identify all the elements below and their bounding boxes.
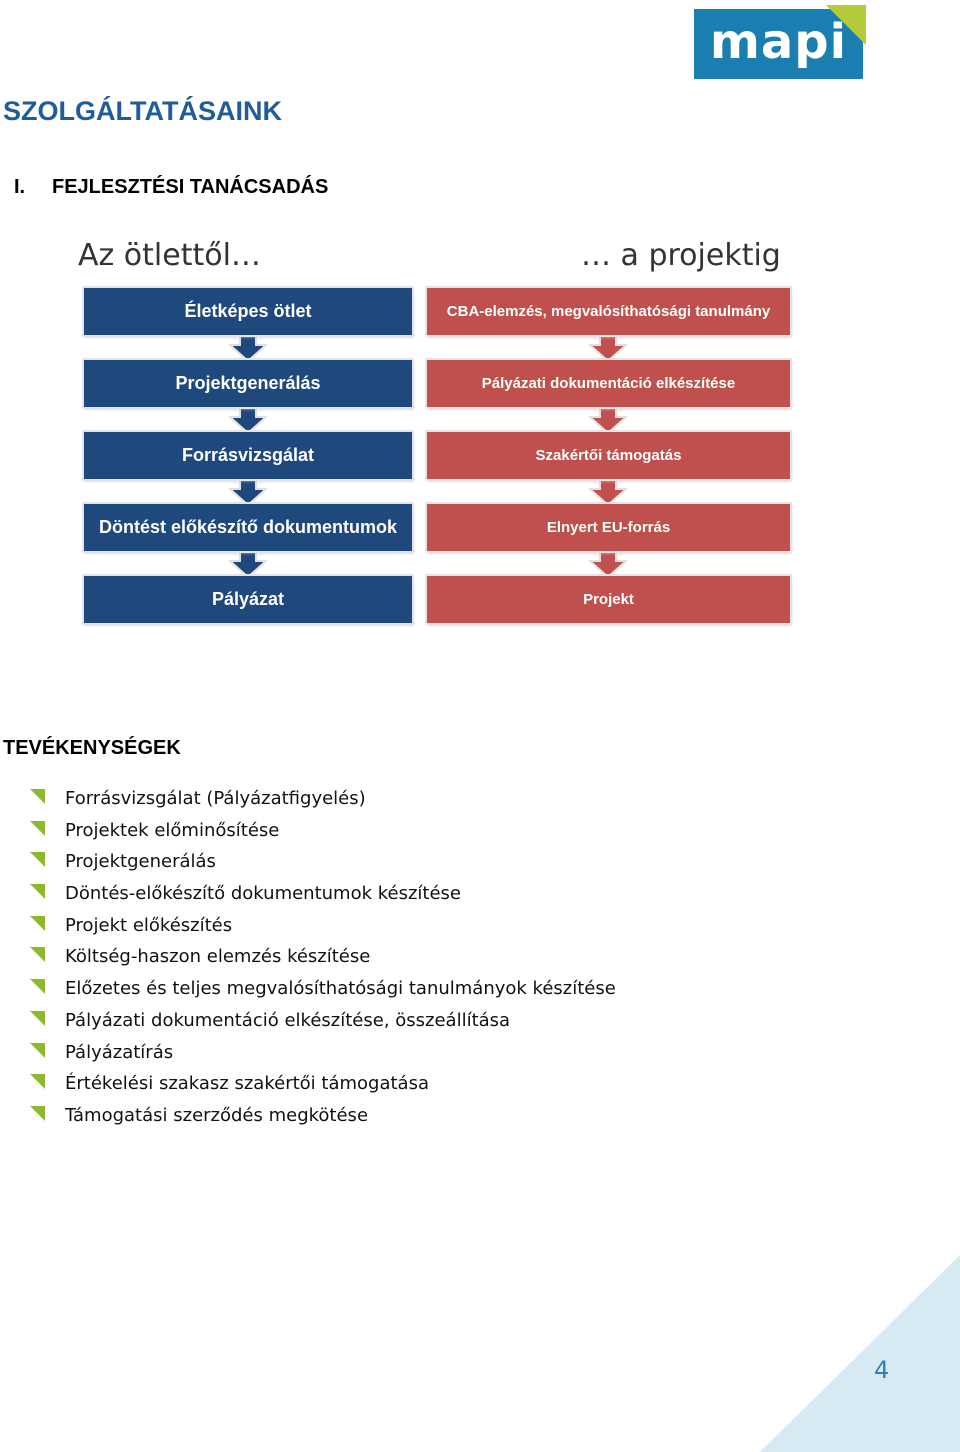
activity-item bbox=[0, 815, 616, 847]
triangle-bullet-icon bbox=[30, 979, 45, 994]
down-arrow-icon bbox=[588, 549, 628, 579]
activity-text: Támogatási szerződés megkötése bbox=[65, 1104, 369, 1126]
triangle-bullet-icon bbox=[30, 1074, 45, 1089]
activity-text: Forrásvizsgálat (Pályázatfigyelés) bbox=[65, 788, 366, 809]
activity-text: Döntés-előkészítő dokumentumok készítése bbox=[65, 883, 462, 905]
activity-item bbox=[0, 973, 616, 1005]
right-step-box: Pályázati dokumentáció elkészítése bbox=[427, 360, 790, 407]
activity-item bbox=[0, 941, 616, 973]
logo-accent bbox=[826, 5, 866, 45]
triangle-bullet-icon bbox=[30, 916, 45, 931]
activity-item bbox=[0, 1005, 616, 1037]
activity-item bbox=[0, 878, 616, 910]
right-step-box: Szakértői támogatás bbox=[427, 432, 790, 479]
right-step-box: CBA-elemzés, megvalósíthatósági tanulmány bbox=[427, 288, 790, 335]
triangle-bullet-icon bbox=[30, 884, 45, 899]
triangle-bullet-icon bbox=[30, 947, 45, 962]
activity-text: Projektgenerálás bbox=[65, 851, 216, 873]
activity-text: Költség-haszon elemzés készítése bbox=[65, 946, 371, 968]
triangle-bullet-icon bbox=[30, 1106, 45, 1121]
down-arrow-icon bbox=[588, 405, 628, 435]
down-arrow-icon bbox=[228, 405, 268, 435]
corner-decoration bbox=[760, 1255, 960, 1452]
activity-item bbox=[0, 910, 616, 942]
activity-item bbox=[0, 846, 616, 878]
triangle-bullet-icon bbox=[30, 1043, 45, 1058]
activity-text: Projekt előkészítés bbox=[65, 914, 233, 936]
triangle-bullet-icon bbox=[30, 789, 45, 804]
activities-heading: TEVÉKENYSÉGEK bbox=[3, 737, 181, 759]
page-number: 4 bbox=[874, 1356, 890, 1384]
left-step-box: Életképes ötlet bbox=[84, 288, 412, 335]
right-caption: … a projektig bbox=[581, 238, 781, 273]
activity-item bbox=[0, 1037, 616, 1069]
activity-text: Pályázatírás bbox=[65, 1041, 174, 1063]
down-arrow-icon bbox=[588, 333, 628, 363]
activity-item bbox=[0, 783, 616, 815]
activity-text: Pályázati dokumentáció elkészítése, összeállítása bbox=[65, 1009, 511, 1031]
triangle-bullet-icon bbox=[30, 1011, 45, 1026]
mapi-logo: mapi bbox=[694, 9, 863, 79]
page-title: SZOLGÁLTATÁSAINK bbox=[3, 96, 282, 126]
down-arrow-icon bbox=[228, 477, 268, 507]
left-step-box: Pályázat bbox=[84, 576, 412, 623]
triangle-bullet-icon bbox=[30, 852, 45, 867]
activities-list bbox=[0, 783, 616, 1132]
right-step-box: Projekt bbox=[427, 576, 790, 623]
down-arrow-icon bbox=[588, 477, 628, 507]
activity-item bbox=[0, 1100, 616, 1132]
down-arrow-icon bbox=[228, 549, 268, 579]
activity-item bbox=[0, 1068, 616, 1100]
activity-text: Projektek előminősítése bbox=[65, 819, 280, 841]
activity-text: Előzetes és teljes megvalósíthatósági tanulmányok készítése bbox=[65, 978, 616, 1000]
activity-text: Értékelési szakasz szakértői támogatása bbox=[65, 1073, 429, 1095]
left-step-box: Forrásvizsgálat bbox=[84, 432, 412, 479]
right-step-box: Elnyert EU-forrás bbox=[427, 504, 790, 551]
left-step-box: Projektgenerálás bbox=[84, 360, 412, 407]
section-heading bbox=[14, 176, 328, 199]
left-step-box: Döntést előkészítő dokumentumok bbox=[84, 504, 412, 551]
section-number: I. bbox=[14, 176, 26, 198]
triangle-bullet-icon bbox=[30, 821, 45, 836]
section-title: FEJLESZTÉSI TANÁCSADÁS bbox=[52, 176, 329, 198]
left-caption: Az ötlettől… bbox=[78, 238, 261, 273]
down-arrow-icon bbox=[228, 333, 268, 363]
